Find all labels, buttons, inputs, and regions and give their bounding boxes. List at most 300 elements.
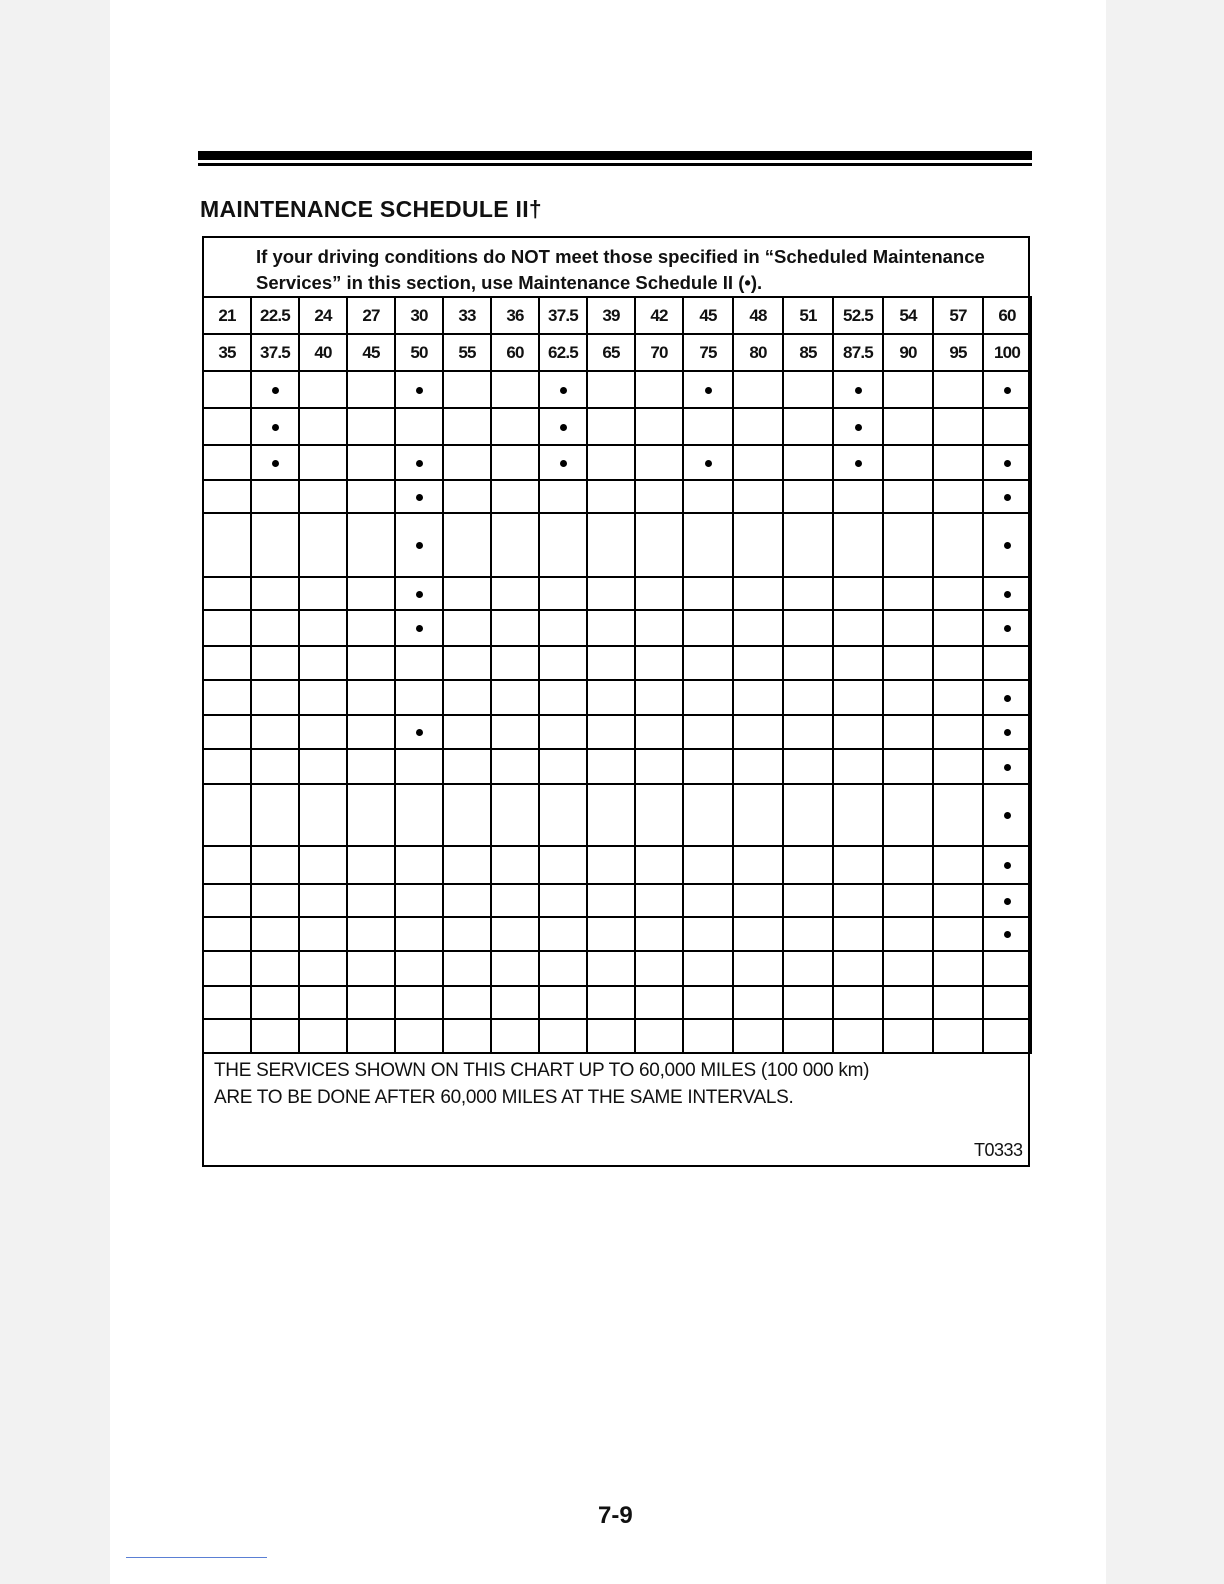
schedule-cell	[983, 951, 1031, 986]
schedule-cell	[983, 884, 1031, 917]
schedule-cell	[347, 680, 395, 715]
schedule-cell	[539, 480, 587, 513]
schedule-cell	[883, 408, 933, 445]
service-due-marker	[1004, 764, 1011, 771]
schedule-cell	[833, 715, 883, 749]
schedule-cell	[635, 715, 683, 749]
schedule-cell	[933, 408, 983, 445]
schedule-cell	[539, 884, 587, 917]
schedule-cell	[395, 646, 443, 680]
schedule-cell	[783, 1019, 833, 1053]
schedule-cell	[299, 680, 347, 715]
schedule-cell	[587, 680, 635, 715]
service-row	[203, 371, 1031, 408]
service-due-marker	[1004, 862, 1011, 869]
schedule-cell	[203, 917, 251, 951]
schedule-cell	[203, 445, 251, 480]
schedule-cell	[833, 986, 883, 1019]
schedule-cell	[347, 480, 395, 513]
service-row	[203, 513, 1031, 577]
schedule-cell	[347, 951, 395, 986]
schedule-cell	[983, 577, 1031, 610]
km-header-row-cell: 87.5	[833, 334, 883, 371]
service-due-marker	[272, 424, 279, 431]
schedule-cell	[395, 577, 443, 610]
schedule-cell	[203, 646, 251, 680]
schedule-cell	[251, 715, 299, 749]
service-row	[203, 408, 1031, 445]
service-due-marker	[416, 591, 423, 598]
service-row	[203, 951, 1031, 986]
schedule-cell	[443, 610, 491, 646]
schedule-cell	[635, 408, 683, 445]
schedule-cell	[883, 749, 933, 784]
schedule-cell	[635, 480, 683, 513]
schedule-cell	[733, 513, 783, 577]
schedule-cell	[783, 951, 833, 986]
miles-header-row-cell: 33	[443, 297, 491, 334]
schedule-cell	[395, 884, 443, 917]
schedule-cell	[347, 1019, 395, 1053]
schedule-cell	[883, 445, 933, 480]
schedule-cell	[833, 646, 883, 680]
schedule-cell	[251, 846, 299, 884]
schedule-cell	[395, 1019, 443, 1053]
schedule-cell	[733, 480, 783, 513]
schedule-cell	[587, 480, 635, 513]
schedule-cell	[347, 445, 395, 480]
service-row	[203, 846, 1031, 884]
schedule-cell	[251, 784, 299, 846]
schedule-cell	[833, 480, 883, 513]
schedule-cell	[299, 577, 347, 610]
schedule-cell	[683, 610, 733, 646]
schedule-cell	[635, 951, 683, 986]
schedule-cell	[733, 371, 783, 408]
schedule-cell	[683, 680, 733, 715]
schedule-cell	[443, 1019, 491, 1053]
schedule-cell	[539, 715, 587, 749]
schedule-cell	[395, 513, 443, 577]
schedule-cell	[347, 749, 395, 784]
schedule-cell	[783, 445, 833, 480]
schedule-cell	[783, 917, 833, 951]
schedule-cell	[983, 610, 1031, 646]
schedule-cell	[833, 371, 883, 408]
service-due-marker	[416, 625, 423, 632]
service-due-marker	[560, 387, 567, 394]
schedule-cell	[733, 846, 783, 884]
schedule-cell	[933, 986, 983, 1019]
schedule-cell	[933, 1019, 983, 1053]
schedule-cell	[587, 371, 635, 408]
schedule-cell	[347, 371, 395, 408]
schedule-cell	[299, 513, 347, 577]
schedule-cell	[395, 917, 443, 951]
schedule-cell	[491, 986, 539, 1019]
page-number: 7-9	[598, 1502, 633, 1529]
schedule-cell	[203, 680, 251, 715]
schedule-cell	[635, 513, 683, 577]
schedule-cell	[443, 986, 491, 1019]
service-due-marker	[855, 387, 862, 394]
schedule-cell	[443, 680, 491, 715]
km-header-row-cell: 85	[783, 334, 833, 371]
schedule-cell	[395, 784, 443, 846]
schedule-cell	[733, 646, 783, 680]
schedule-cell	[299, 371, 347, 408]
schedule-cell	[933, 480, 983, 513]
miles-header-row-cell: 24	[299, 297, 347, 334]
schedule-cell	[203, 884, 251, 917]
schedule-cell	[733, 1019, 783, 1053]
schedule-cell	[587, 884, 635, 917]
schedule-cell	[299, 846, 347, 884]
schedule-cell	[203, 846, 251, 884]
schedule-cell	[203, 986, 251, 1019]
schedule-cell	[491, 1019, 539, 1053]
service-due-marker	[1004, 387, 1011, 394]
schedule-cell	[491, 784, 539, 846]
schedule-cell	[491, 480, 539, 513]
service-due-marker	[1004, 625, 1011, 632]
schedule-cell	[883, 610, 933, 646]
schedule-cell	[251, 680, 299, 715]
schedule-cell	[347, 784, 395, 846]
schedule-cell	[933, 784, 983, 846]
km-header-row-cell: 60	[491, 334, 539, 371]
miles-header-row-cell: 51	[783, 297, 833, 334]
service-due-marker	[560, 424, 567, 431]
schedule-cell	[443, 513, 491, 577]
schedule-cell	[983, 513, 1031, 577]
schedule-cell	[395, 986, 443, 1019]
schedule-cell	[251, 1019, 299, 1053]
schedule-cell	[347, 884, 395, 917]
service-due-marker	[416, 494, 423, 501]
schedule-cell	[783, 480, 833, 513]
service-row	[203, 884, 1031, 917]
schedule-cell	[833, 445, 883, 480]
bottom-link-underline	[126, 1557, 267, 1558]
service-due-marker	[855, 424, 862, 431]
schedule-cell	[783, 715, 833, 749]
schedule-cell	[491, 577, 539, 610]
schedule-cell	[347, 986, 395, 1019]
service-due-marker	[1004, 898, 1011, 905]
schedule-cell	[933, 884, 983, 917]
schedule-cell	[539, 513, 587, 577]
schedule-cell	[933, 646, 983, 680]
schedule-cell	[983, 986, 1031, 1019]
schedule-cell	[587, 610, 635, 646]
schedule-cell	[251, 577, 299, 610]
schedule-cell	[883, 577, 933, 610]
schedule-cell	[251, 408, 299, 445]
schedule-cell	[733, 445, 783, 480]
schedule-cell	[251, 986, 299, 1019]
schedule-cell	[299, 784, 347, 846]
schedule-cell	[539, 986, 587, 1019]
miles-header-row-cell: 48	[733, 297, 783, 334]
km-header-row-cell: 35	[203, 334, 251, 371]
km-header-row-cell: 50	[395, 334, 443, 371]
schedule-cell	[395, 610, 443, 646]
schedule-cell	[347, 646, 395, 680]
schedule-cell	[203, 480, 251, 513]
schedule-cell	[635, 846, 683, 884]
schedule-cell	[203, 577, 251, 610]
schedule-cell	[833, 610, 883, 646]
schedule-cell	[883, 646, 933, 680]
schedule-cell	[443, 646, 491, 680]
schedule-cell	[683, 480, 733, 513]
schedule-cell	[299, 986, 347, 1019]
schedule-cell	[203, 371, 251, 408]
schedule-cell	[635, 917, 683, 951]
schedule-cell	[783, 784, 833, 846]
schedule-cell	[833, 577, 883, 610]
schedule-cell	[783, 646, 833, 680]
km-header-row-cell: 55	[443, 334, 491, 371]
schedule-cell	[635, 610, 683, 646]
service-due-marker	[1004, 460, 1011, 467]
schedule-cell	[395, 408, 443, 445]
schedule-cell	[491, 846, 539, 884]
schedule-cell	[203, 715, 251, 749]
schedule-cell	[251, 480, 299, 513]
schedule-cell	[539, 646, 587, 680]
schedule-cell	[783, 884, 833, 917]
schedule-cell	[539, 1019, 587, 1053]
schedule-cell	[491, 371, 539, 408]
schedule-cell	[933, 577, 983, 610]
schedule-cell	[587, 784, 635, 846]
schedule-cell	[783, 408, 833, 445]
schedule-cell	[933, 610, 983, 646]
km-header-row-cell: 40	[299, 334, 347, 371]
schedule-cell	[347, 917, 395, 951]
schedule-cell	[443, 884, 491, 917]
miles-header-row-cell: 22.5	[251, 297, 299, 334]
schedule-cell	[443, 715, 491, 749]
km-header-row-cell: 62.5	[539, 334, 587, 371]
schedule-cell	[635, 646, 683, 680]
schedule-cell	[395, 445, 443, 480]
service-due-marker	[1004, 812, 1011, 819]
service-row	[203, 680, 1031, 715]
schedule-cell	[299, 646, 347, 680]
schedule-cell	[491, 445, 539, 480]
schedule-cell	[883, 371, 933, 408]
service-row	[203, 749, 1031, 784]
service-due-marker	[272, 387, 279, 394]
schedule-intro: If your driving conditions do NOT meet those specified in “Scheduled Maintenance Services” in this section, use Maintenance Schedule II (•).	[256, 246, 985, 293]
service-due-marker	[1004, 695, 1011, 702]
schedule-cell	[635, 749, 683, 784]
service-due-marker	[416, 460, 423, 467]
schedule-cell	[983, 445, 1031, 480]
schedule-cell	[733, 577, 783, 610]
schedule-cell	[733, 917, 783, 951]
schedule-cell	[833, 917, 883, 951]
schedule-title: MAINTENANCE SCHEDULE II†	[200, 196, 543, 222]
schedule-cell	[933, 680, 983, 715]
schedule-cell	[983, 846, 1031, 884]
schedule-cell	[491, 513, 539, 577]
schedule-cell	[683, 1019, 733, 1053]
schedule-cell	[203, 951, 251, 986]
service-due-marker	[1004, 591, 1011, 598]
schedule-cell	[683, 445, 733, 480]
schedule-cell	[883, 986, 933, 1019]
service-row	[203, 577, 1031, 610]
schedule-cell	[983, 715, 1031, 749]
schedule-cell	[587, 408, 635, 445]
schedule-cell	[983, 408, 1031, 445]
schedule-cell	[635, 680, 683, 715]
schedule-cell	[635, 371, 683, 408]
miles-header-row-cell: 52.5	[833, 297, 883, 334]
service-row	[203, 646, 1031, 680]
header-rule-thin	[198, 163, 1032, 166]
schedule-cell	[983, 646, 1031, 680]
schedule-cell	[833, 513, 883, 577]
km-header-row-cell: 65	[587, 334, 635, 371]
schedule-cell	[683, 749, 733, 784]
schedule-cell	[783, 577, 833, 610]
schedule-cell	[983, 749, 1031, 784]
footer-line-1: THE SERVICES SHOWN ON THIS CHART UP TO 60,000 MILES (100 000 km)	[214, 1060, 870, 1081]
schedule-cell	[251, 610, 299, 646]
schedule-cell	[443, 371, 491, 408]
schedule-cell	[395, 749, 443, 784]
miles-header-row-cell: 21	[203, 297, 251, 334]
schedule-cell	[783, 749, 833, 784]
schedule-cell	[933, 371, 983, 408]
service-row	[203, 784, 1031, 846]
schedule-cell	[683, 784, 733, 846]
km-header-row-cell: 75	[683, 334, 733, 371]
header-rule-thick	[198, 151, 1032, 160]
schedule-cell	[491, 610, 539, 646]
miles-header-row-cell: 30	[395, 297, 443, 334]
schedule-cell	[443, 951, 491, 986]
schedule-cell	[395, 951, 443, 986]
schedule-cell	[491, 951, 539, 986]
schedule-cell	[347, 577, 395, 610]
schedule-cell	[635, 1019, 683, 1053]
schedule-cell	[539, 445, 587, 480]
schedule-cell	[347, 610, 395, 646]
schedule-cell	[683, 986, 733, 1019]
schedule-cell	[299, 884, 347, 917]
miles-header-row-cell: 36	[491, 297, 539, 334]
schedule-cell	[883, 1019, 933, 1053]
schedule-cell	[443, 577, 491, 610]
service-due-marker	[1004, 931, 1011, 938]
schedule-cell	[883, 846, 933, 884]
schedule-cell	[783, 513, 833, 577]
schedule-cell	[443, 749, 491, 784]
km-header-row-cell: 90	[883, 334, 933, 371]
schedule-cell	[733, 749, 783, 784]
miles-header-row-cell: 42	[635, 297, 683, 334]
schedule-cell	[491, 408, 539, 445]
service-due-marker	[855, 460, 862, 467]
schedule-cell	[587, 715, 635, 749]
schedule-cell	[833, 951, 883, 986]
schedule-cell	[933, 715, 983, 749]
miles-header-row-cell: 45	[683, 297, 733, 334]
schedule-cell	[299, 749, 347, 784]
schedule-cell	[635, 784, 683, 846]
schedule-cell	[587, 1019, 635, 1053]
schedule-cell	[683, 371, 733, 408]
schedule-cell	[539, 749, 587, 784]
schedule-cell	[299, 610, 347, 646]
schedule-cell	[733, 715, 783, 749]
schedule-cell	[539, 846, 587, 884]
schedule-cell	[443, 784, 491, 846]
schedule-cell	[539, 917, 587, 951]
schedule-cell	[491, 917, 539, 951]
schedule-cell	[733, 951, 783, 986]
schedule-cell	[299, 445, 347, 480]
schedule-cell	[683, 715, 733, 749]
schedule-cell	[883, 680, 933, 715]
schedule-cell	[251, 951, 299, 986]
schedule-cell	[933, 749, 983, 784]
service-row	[203, 610, 1031, 646]
schedule-cell	[983, 1019, 1031, 1053]
schedule-cell	[251, 513, 299, 577]
schedule-cell	[635, 445, 683, 480]
schedule-cell	[491, 646, 539, 680]
service-row	[203, 480, 1031, 513]
schedule-cell	[395, 680, 443, 715]
schedule-cell	[539, 610, 587, 646]
schedule-cell	[587, 986, 635, 1019]
schedule-cell	[733, 884, 783, 917]
schedule-footer	[214, 1057, 1014, 1111]
schedule-cell	[733, 408, 783, 445]
schedule-cell	[683, 646, 733, 680]
service-due-marker	[1004, 494, 1011, 501]
schedule-cell	[833, 749, 883, 784]
schedule-cell	[491, 884, 539, 917]
schedule-cell	[539, 577, 587, 610]
schedule-cell	[683, 917, 733, 951]
km-header-row-cell: 80	[733, 334, 783, 371]
schedule-cell	[251, 371, 299, 408]
schedule-cell	[299, 480, 347, 513]
schedule-cell	[395, 846, 443, 884]
schedule-cell	[299, 951, 347, 986]
schedule-cell	[395, 371, 443, 408]
schedule-cell	[443, 917, 491, 951]
schedule-cell	[683, 951, 733, 986]
schedule-cell	[251, 884, 299, 917]
schedule-cell	[733, 680, 783, 715]
schedule-cell	[883, 917, 933, 951]
schedule-cell	[733, 986, 783, 1019]
km-header-row-cell: 45	[347, 334, 395, 371]
schedule-cell	[203, 408, 251, 445]
schedule-cell	[783, 986, 833, 1019]
schedule-cell	[833, 784, 883, 846]
schedule-cell	[443, 408, 491, 445]
